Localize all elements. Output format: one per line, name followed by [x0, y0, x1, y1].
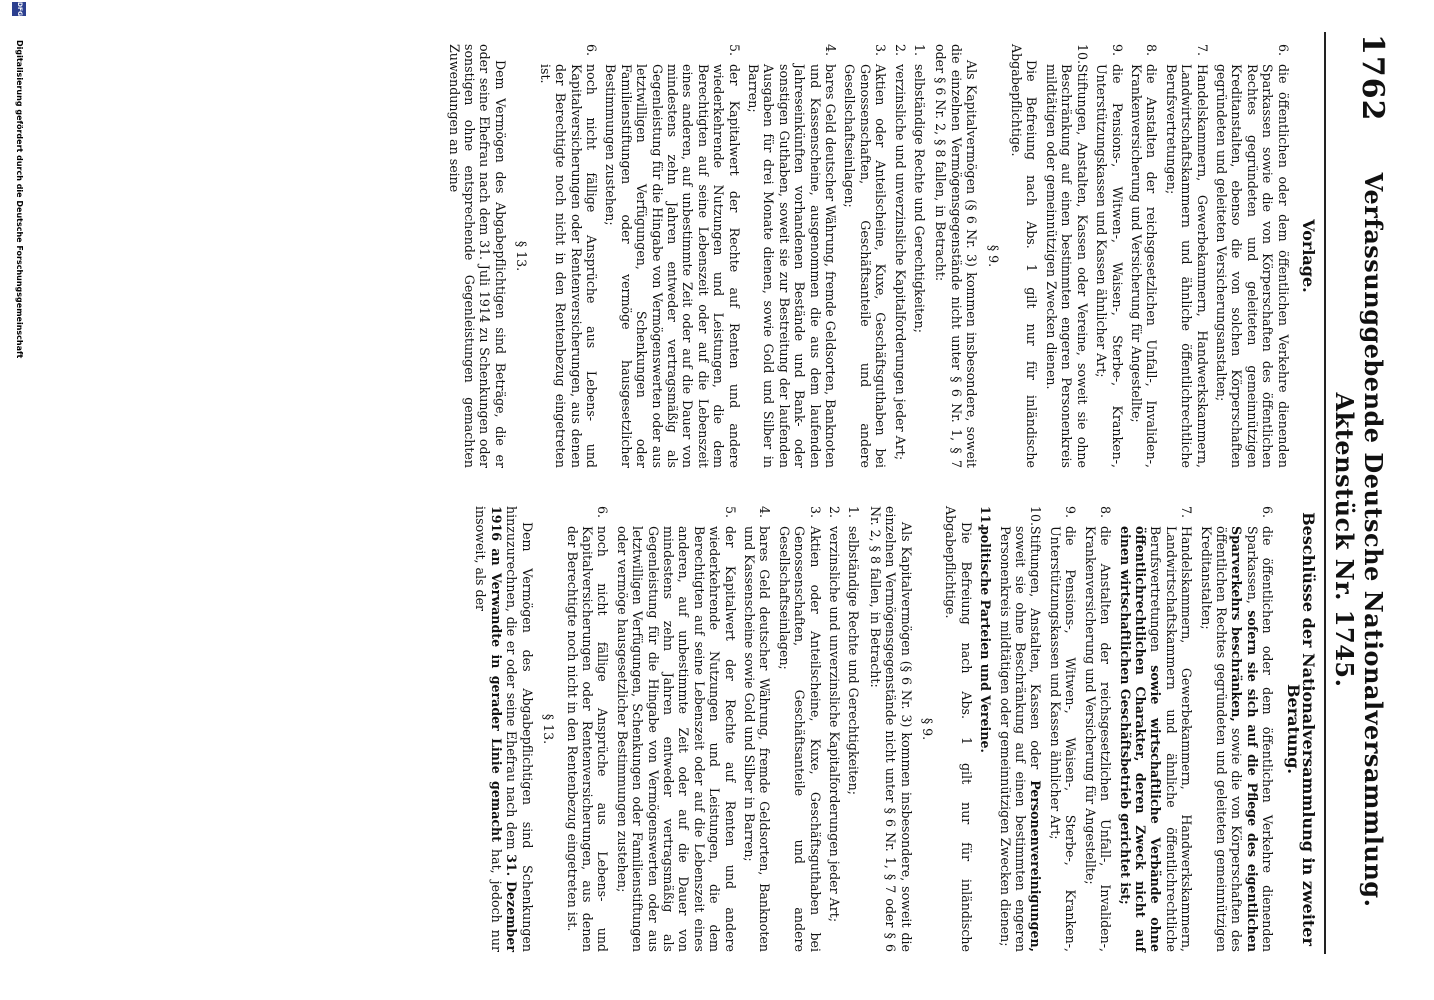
section-heading: § 9. — [920, 717, 936, 741]
beschluesse-heading: Beschlüsse der Nationalversammlung in zweiter Beratung. — [1283, 512, 1318, 946]
beschluesse-column — [467, 506, 1316, 952]
list-item: 2. verzinsliche und unverzinsliche Kapitalforderungen jeder Art; — [827, 506, 843, 923]
list-item: 8. die Anstalten der reichsgesetzlichen Unfall-, Invaliden-, Krankenversicherung und Versicherung für Angestellte; — [1128, 44, 1160, 468]
list-item: 6. noch nicht fällige Ansprüche aus Lebens- und Kapitalversicherungen oder Rentenversicherungen, aus denen der Berechtigte noch nicht in den Rentenbezug eingetreten ist. — [537, 44, 599, 468]
list-item: 5. der Kapitalwert der Rechte auf Renten und andere wiederkehrende Nutzungen und Leistungen, die dem Berechtigten auf seine Lebenszeit oder auf die Lebenszeit eines anderen, auf unbestimmte Zeit oder auf die Dauer von mindestens zehn Jahren entweder vertragsmäßig als Gegenleistung für die Hingabe von Vermögenswerten oder aus letztwilligen Verfügungen, Schenkungen oder Familienstiftungen oder vermöge hausgesetzlicher Bestimmungen zustehen; — [603, 44, 742, 468]
section-heading: § 9. — [985, 244, 1001, 268]
page-number: 1762 — [1355, 34, 1390, 122]
amendment-text: sowie wirtschaftliche Verbände ohne öffentlichrechtlichen Charakter, deren Zweck nicht auf einen wirtschaftlichen Geschäftsbetrieb gerichtet ist; — [1117, 526, 1164, 952]
header-rule — [1324, 32, 1326, 954]
list-item: 5. der Kapitalwert der Rechte auf Renten und andere wiederkehrende Nutzungen und Leistungen, die dem Berechtigten auf seine Lebenszeit oder auf die Lebenszeit eines anderen, auf unbestimmte Zeit oder auf die Dauer von mindestens zehn Jahren entweder vertragsmäßig als Gegenleistung für die Hingabe von Vermögenswerten oder aus letztwilligen Verfügungen, Schenkungen oder Familienstiftungen oder vermöge hausgesetzlicher Bestimmungen zustehen; — [614, 506, 738, 952]
list-item: 9. die Pensions-, Witwen-, Waisen-, Sterbe-, Kranken-, Unterstützungskassen und Kassen ähnlicher Art; — [1047, 506, 1079, 952]
list-item: 7. Handelskammern, Gewerbekammern, Handwerkskammern, Landwirtschaftskammern und ähnliche öffentlichrechtliche Berufsvertretungen; — [1163, 44, 1210, 468]
amendment-text: Personenvereinigungen, — [1028, 780, 1044, 952]
section-13-text: Dem Vermögen des Abgabepflichtigen sind Schenkungen hinzuzurechnen, die er oder seine Ehefrau nach dem 31. Dezember 1916 an Verwandte in gerader Linie gemacht hat, jedoch nur insoweit, als der — [473, 506, 535, 952]
vorlage-column — [440, 44, 1316, 468]
section-heading: § 13. — [541, 713, 557, 745]
list-item: 4. bares Geld deutscher Währung, fremde Geldsorten, Banknoten und Kassenscheine, ausgenommen die aus dem laufenden Jahreseinkünften vorhandenen Bestände und Bank- oder sonstigen Guthaben, soweit sie zur Bestreitung der laufenden Ausgaben für drei Monate dienen, sowie Gold und Silber in Barren; — [746, 44, 839, 468]
exemption-note: Die Befreiung nach Abs. 1 gilt nur für inländische Abgabepflichtige. — [943, 506, 974, 952]
vorlage-heading: Vorlage. — [1299, 219, 1318, 293]
exemption-note: Die Befreiung nach Abs. 1 gilt nur für inländische Abgabepflichtige. — [1009, 44, 1040, 468]
section-13-text: Dem Vermögen des Abgabepflichtigen sind Beträge, die er oder seine Ehefrau nach dem 31. Juli 1914 zu Schenkungen oder sonstigen ohne entsprechende Gegenleistungen gemachten Zuwendungen an seine — [446, 44, 508, 468]
section-9-intro: Als Kapitalvermögen (§ 6 Nr. 3) kommen insbesondere, soweit die einzelnen Vermögensgegenstände nicht unter § 6 Nr. 1, § 7 oder § 6 Nr. 2, § 8 fallen, in Betracht: — [933, 44, 980, 468]
list-item: 9. die Pensions-, Witwen-, Waisen-, Sterbe-, Kranken-, Unterstützungskassen und Kassen ähnlicher Art; — [1094, 44, 1125, 468]
list-item: 11. politische Parteien und Vereine. — [978, 506, 993, 952]
section-heading: § 13. — [514, 240, 530, 272]
list-item: 8. die Anstalten der reichsgesetzlichen Unfall-, Invaliden-, Krankenversicherung und Versicherung für Angestellte; — [1082, 506, 1114, 952]
list-item: 3. Aktien oder Anteilscheine, Kuxe, Geschäftsguthaben bei Genossenschaften, Geschäftsanteile und andere Gesellschaftseinlagen; — [842, 44, 889, 468]
list-item: 7. Handelskammern, Gewerbekammern, Handwerkskammern, Landwirtschaftskammern und ähnliche öffentlichrechtliche Berufsvertretungen sowie wirtschaftliche Verbände ohne öffentlichrechtlichen Charakter, deren Zweck nicht auf einen wirtschaftlichen Geschäftsbetrieb gerichtet ist; — [1117, 506, 1195, 952]
list-item: 10. Stiftungen, Anstalten, Kassen oder Vereine, soweit sie ohne Beschränkung auf einen bestimmten engeren Personenkreis mildtätigen oder gemeinnützigen Zwecken dienen. — [1043, 44, 1090, 468]
list-item: 1. selbständige Rechte und Gerechtigkeiten; — [912, 44, 928, 333]
amendment-text: 31. Dezember 1916 an Verwandte in gerader Linie gemacht — [488, 506, 520, 952]
digitization-credit: Digitalisierung gefördert durch die Deutsche Forschungsgemeinschaft — [15, 40, 24, 359]
dfg-logo: DFG — [12, 2, 26, 16]
list-item: 10. Stiftungen, Anstalten, Kassen oder Personenvereinigungen, soweit sie ohne Beschränkung auf einen bestimmten engeren Personenkreis mildtätigen oder gemeinnützigen Zwecken dienen; — [997, 506, 1044, 952]
list-item: 2. verzinsliche und unverzinsliche Kapitalforderungen jeder Art; — [892, 44, 908, 461]
list-item: 1. selbständige Rechte und Gerechtigkeiten; — [846, 506, 862, 795]
list-item: 6. die öffentlichen oder dem öffentlichen Verkehre dienenden Sparkassen sowie die von Körperschaften des öffentlichen Rechtes gegründeten und geleiteten gemeinnützigen Kreditanstalten, ebenso die von solchen Körperschaften gegründeten und geleiteten Versicherungsanstalten; — [1213, 44, 1291, 468]
list-item: 4. bares Geld deutscher Währung, fremde Geldsorten, Banknoten und Kassenscheine sowie Gold und Silber in Barren; — [742, 506, 773, 952]
list-item: 6. die öffentlichen oder dem öffentlichen Verkehre dienenden Sparkassen, sofern sie sich auf die Pflege des eigentlichen Sparverkehrs beschränken, sowie die von Körperschaften des öffentlichen Rechtes gegründeten und geleiteten gemeinnützigen Kreditanstalten; — [1198, 506, 1276, 952]
amendment-text: sofern sie sich auf die Pflege des eigentlichen Sparverkehrs beschränken, — [1229, 526, 1260, 952]
amendment-text: politische Parteien und Vereine. — [978, 526, 994, 753]
page-title: Verfassunggebende Deutsche Nationalversammlung. Aktenstück Nr. 1745. — [1330, 172, 1388, 908]
list-item: 6. noch nicht fällige Ansprüche aus Lebens- und Kapitalversicherungen oder Rentenversicherungen, aus denen der Berechtigte noch nicht in den Rentenbezug eingetreten ist. — [564, 506, 611, 952]
list-item: 3. Aktien oder Anteilscheine, Kuxe, Geschäftsguthaben bei Genossenschaften, Geschäftsanteile und andere Gesellschaftseinlagen; — [776, 506, 823, 952]
section-9-intro: Als Kapitalvermögen (§ 6 Nr. 3) kommen insbesondere, soweit die einzelnen Vermögensgegenstände nicht unter § 6 Nr. 1, § 7 oder § 6 Nr. 2, § 8 fallen, in Betracht: — [867, 506, 914, 952]
